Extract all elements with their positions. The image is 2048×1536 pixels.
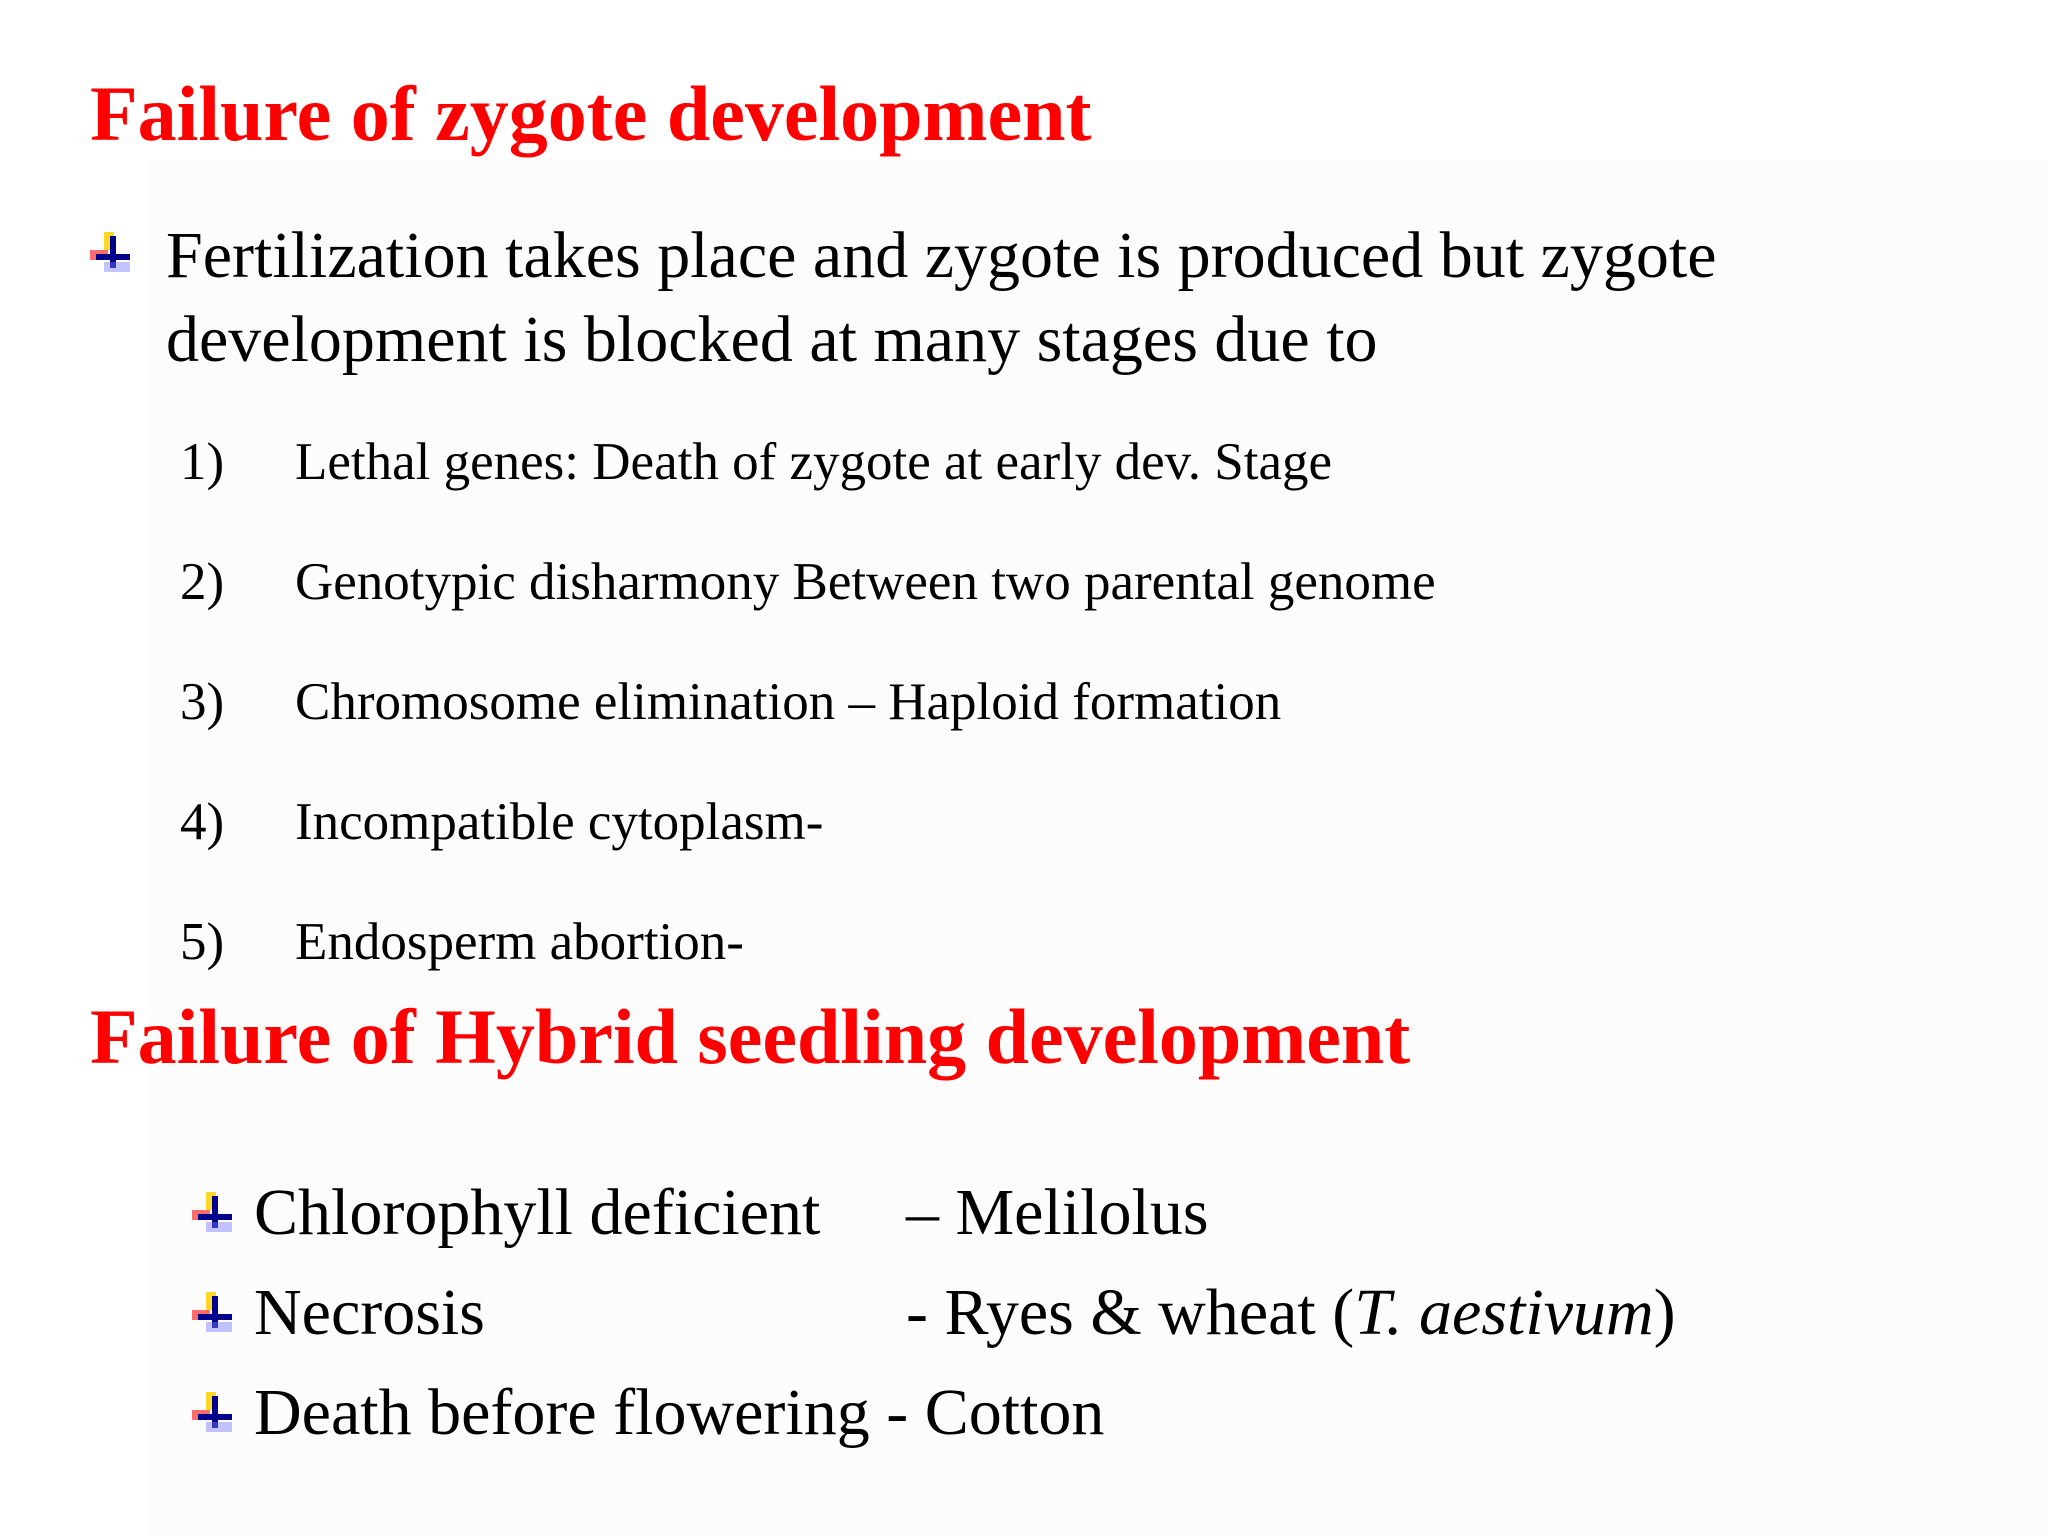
hybrid-list-item <box>254 1376 1105 1449</box>
list-item-number: 4) <box>180 793 225 851</box>
arrow-down-bullet-icon <box>192 1192 238 1238</box>
hybrid-item-name: Necrosis <box>254 1276 485 1349</box>
list-item <box>180 673 1282 731</box>
arrow-down-bullet-icon <box>192 1392 238 1438</box>
intro-paragraph: Fertilization takes place and zygote is produced but zygote development is blocked at many stages due to <box>166 219 1717 376</box>
list-item-number: 3) <box>180 673 225 731</box>
list-item-number: 5) <box>180 913 225 971</box>
list-item-number: 2) <box>180 553 225 611</box>
list-item-number: 1) <box>180 433 225 491</box>
hybrid-item-example <box>906 1276 1676 1349</box>
arrow-down-bullet-icon <box>192 1292 238 1338</box>
hybrid-item-example: - Cotton <box>886 1376 1105 1449</box>
list-item <box>180 913 744 971</box>
arrow-down-bullet-icon <box>90 232 136 278</box>
list-item-text: Lethal genes: Death of zygote at early dev. Stage <box>295 433 1332 491</box>
hybrid-item-name: Death before flowering <box>254 1376 870 1449</box>
section-title-hybrid-seedling: Failure of Hybrid seedling development <box>90 993 1411 1080</box>
list-item-text: Endosperm abortion- <box>295 913 744 971</box>
list-item-text: Incompatible cytoplasm- <box>295 793 824 851</box>
example-species: T. aestivum <box>1354 1276 1654 1349</box>
section-title-zygote: Failure of zygote development <box>90 70 1092 157</box>
example-prefix: - Ryes & wheat ( <box>906 1276 1355 1349</box>
list-item-text: Chromosome elimination – Haploid formation <box>295 673 1282 731</box>
hybrid-item-name: Chlorophyll deficient <box>254 1176 821 1249</box>
hybrid-item-example: – Melilolus <box>906 1176 1209 1249</box>
list-item <box>180 433 1332 491</box>
list-item <box>180 553 1436 611</box>
list-item <box>180 793 824 851</box>
list-item-text: Genotypic disharmony Between two parental genome <box>295 553 1436 611</box>
example-suffix: ) <box>1653 1276 1676 1349</box>
